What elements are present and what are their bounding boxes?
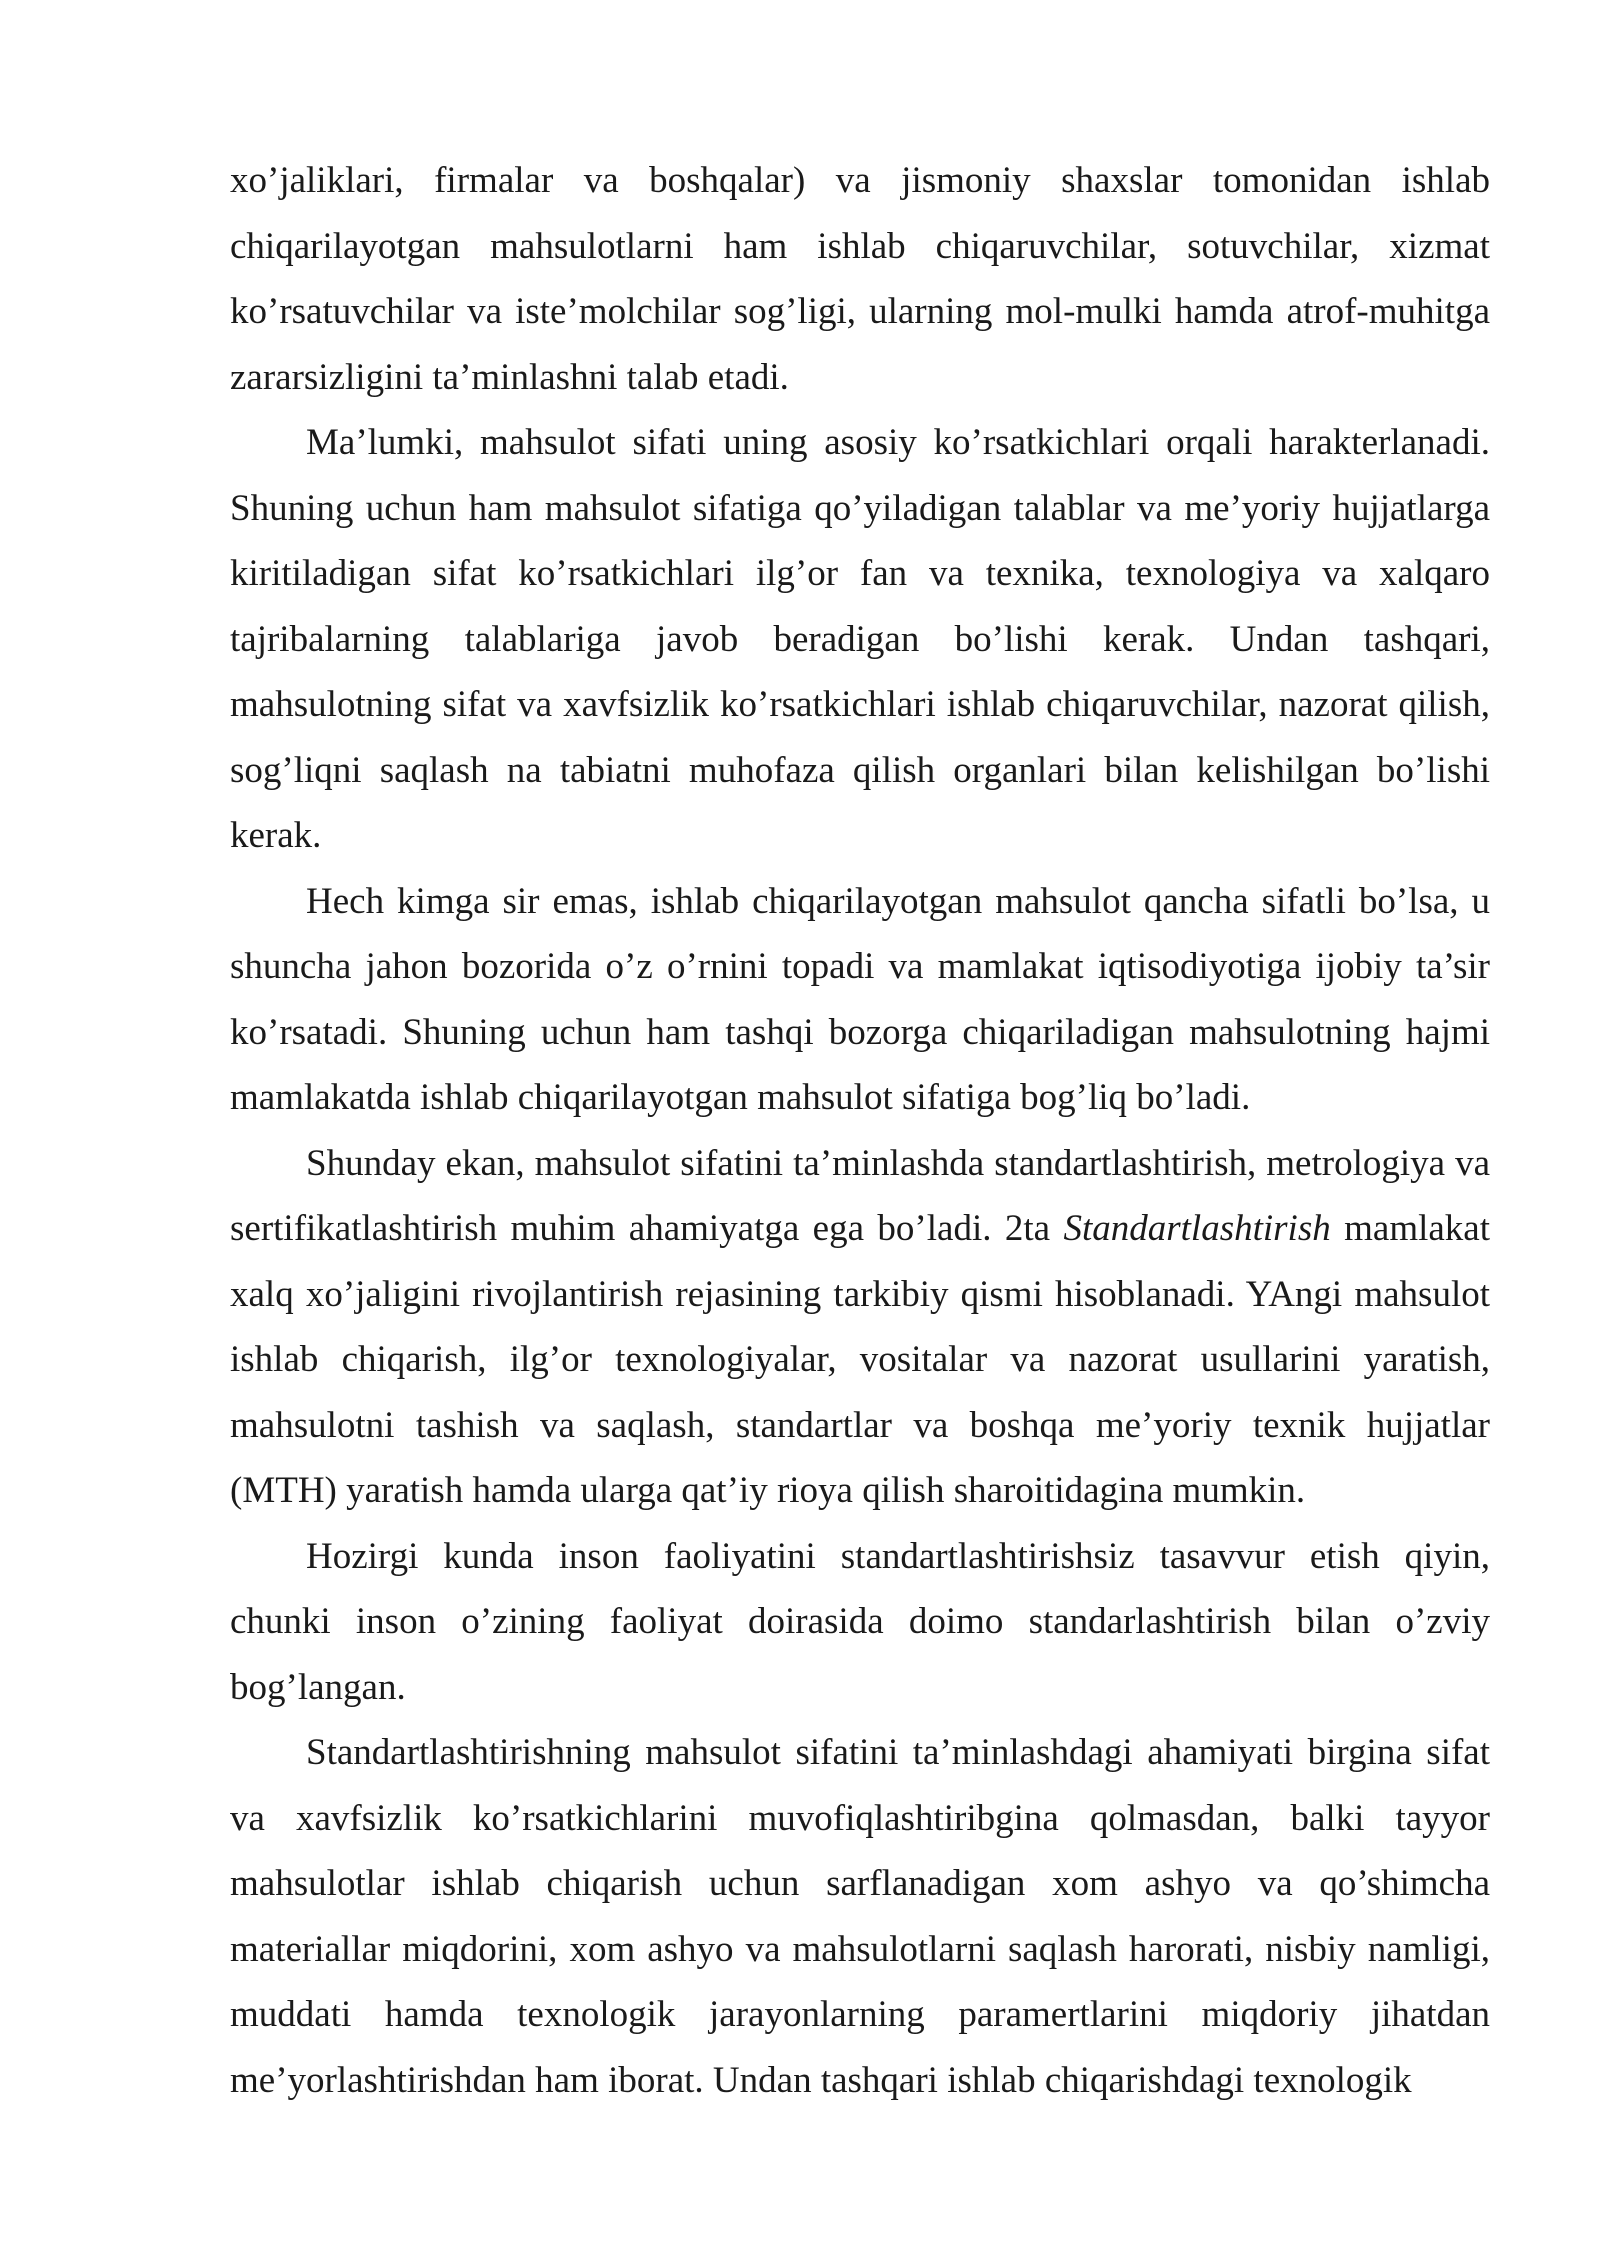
paragraph-5: Hozirgi kunda inson faoliyatini standartlashtirishsiz tasavvur etish qiyin, chunki inson o’zining faoliyat doirasida doimo standarlashtirish bilan o’zviy bog’langan. — [230, 1535, 1490, 1708]
paragraph-1: xo’jaliklari, firmalar va boshqalar) va jismoniy shaxslar tomonidan ishlab chiqarilayotgan mahsulotlarni ham ishlab chiqaruvchilar, sotuvchilar, xizmat ko’rsatuvchilar va iste’molchilar sog’ligi, ularning mol-mulki hamda atrof-muhitga zararsizligini ta’minlashni talab etadi. — [230, 160, 1490, 398]
paragraph-4 — [230, 1131, 1490, 1524]
paragraph-2: Ma’lumki, mahsulot sifati uning asosiy ko’rsatkichlari orqali harakterlanadi. Shuning uchun ham mahsulot sifatiga qo’yiladigan talablar va me’yoriy hujjatlarga kiritiladigan sifat ko’rsatkichlari ilg’or fan va texnika, texnologiya va xalqaro tajribalarning talablariga javob beradigan bo’lishi kerak. Undan tashqari, mahsulotning sifat va xavfsizlik ko’rsatkichlari ishlab chiqaruvchilar, nazorat qilish, sog’liqni saqlash na tabiatni muhofaza qilish organlari bilan kelishilgan bo’lishi kerak. — [230, 422, 1490, 856]
paragraph-4-italic-term: Standartlashtirish — [1063, 1208, 1331, 1249]
paragraph-4-text-after: mamlakat xalq xo’jaligini rivojlantirish rejasining tarkibiy qismi hisoblanadi. YAngi mahsulot ishlab chiqarish, ilg’or texnologiyalar, vositalar va nazorat usullarini yaratish, mahsulotni tashish va saqlash, standartlar va boshqa me’yoriy texnik hujjatlar (MTH) yaratish hamda ularga qat’iy rioya qilish sharoitidagina mumkin. — [230, 1208, 1491, 1511]
document-body — [230, 148, 1490, 2113]
paragraph-3: Hech kimga sir emas, ishlab chiqarilayotgan mahsulot qancha sifatli bo’lsa, u shuncha jahon bozorida o’z o’rnini topadi va mamlakat iqtisodiyotiga ijobiy ta’sir ko’rsatadi. Shuning uchun ham tashqi bozorga chiqariladigan mahsulotning hajmi mamlakatda ishlab chiqarilayotgan mahsulot sifatiga bog’liq bo’ladi. — [230, 880, 1490, 1118]
paragraph-6: Standartlashtirishning mahsulot sifatini ta’minlashdagi ahamiyati birgina sifat va xavfsizlik ko’rsatkichlarini muvofiqlashtiribgina qolmasdan, balki tayyor mahsulotlar ishlab chiqarish uchun sarflanadigan xom ashyo va qo’shimcha materiallar miqdorini, xom ashyo va mahsulotlarni saqlash harorati, nisbiy namligi, muddati hamda texnologik jarayonlarning paramertlarini miqdoriy jihatdan me’yorlashtirishdan ham iborat. Undan tashqari ishlab chiqarishdagi texnologik — [230, 1732, 1490, 2101]
paragraph-4-text-before: Shunday ekan, mahsulot sifatini ta’minlashda standartlashtirish, metrologiya va sertifikatlashtirish muhim ahamiyatga ega bo’ladi. 2ta — [230, 1142, 1490, 1249]
